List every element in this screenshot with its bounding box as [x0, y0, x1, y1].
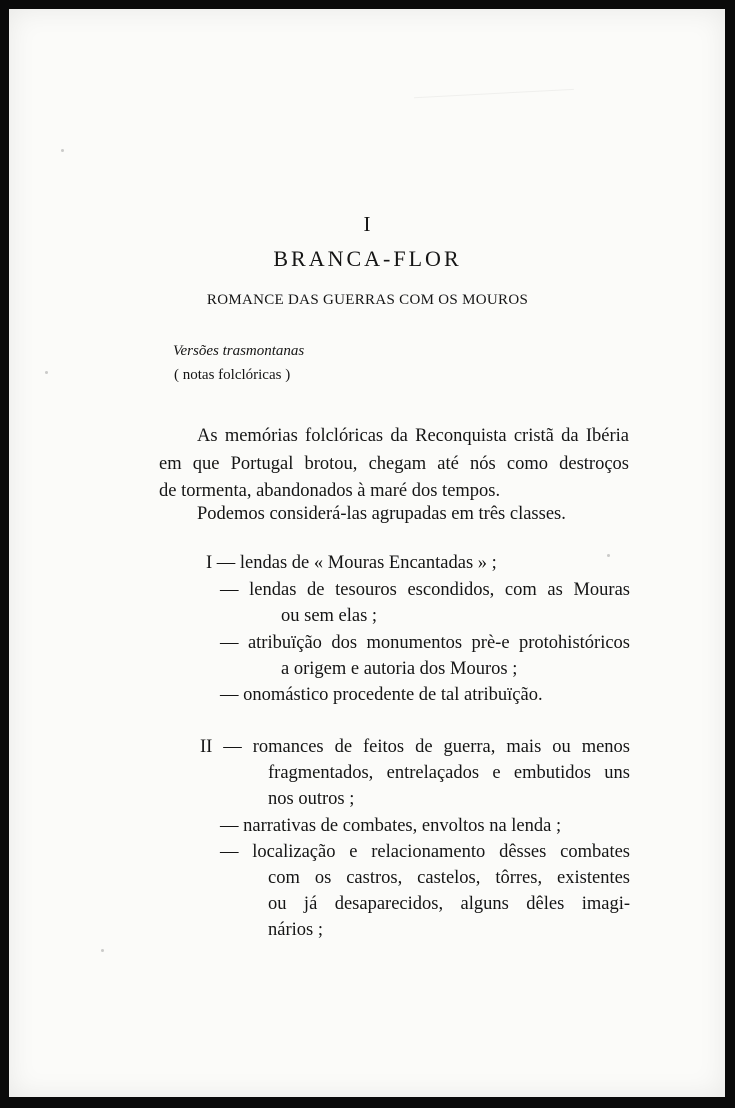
class-two-item: — localização e relacionamento dêsses combates: [220, 842, 630, 862]
paper-speck: [101, 949, 104, 952]
intro-line: de tormenta, abandonados à maré dos tempos.: [159, 481, 501, 501]
chapter-title: BRANCA-FLOR: [273, 246, 462, 271]
class-one-item: — onomástico procedente de tal atribuïção.: [220, 685, 543, 705]
class-one-item: — lendas de tesouros escondidos, com as Mouras: [220, 580, 630, 600]
class-one-item: — atribuïção dos monumentos prè-e protohistóricos: [220, 633, 630, 653]
class-one-item: ou sem elas ;: [281, 606, 378, 626]
chapter-subtitle: ROMANCE DAS GUERRAS COM OS MOUROS: [206, 292, 529, 308]
show-through-mark: [414, 89, 576, 138]
chapter-number: I: [363, 212, 372, 236]
versions-heading: Versões trasmontanas: [173, 343, 305, 359]
classes-sentence: Podemos considerá-las agrupadas em três classes.: [197, 504, 566, 524]
class-two-item: nários ;: [268, 920, 323, 940]
intro-paragraph: [159, 423, 629, 506]
class-two-item: — narrativas de combates, envoltos na lenda ;: [220, 816, 562, 836]
intro-line: As memórias folclóricas da Reconquista cristã da Ibéria: [197, 426, 629, 446]
class-two-item: com os castros, castelos, tôrres, existentes: [268, 868, 630, 888]
notes-heading: ( notas folclóricas ): [174, 367, 291, 383]
intro-line: em que Portugal brotou, chegam até nós como destroços: [159, 453, 629, 474]
paper-speck: [607, 554, 610, 557]
paper-speck: [61, 149, 64, 152]
class-two-item: fragmentados, entrelaçados e embutidos uns: [268, 763, 630, 783]
class-two-item: ou já desaparecidos, alguns dêles imagi-: [268, 894, 630, 914]
class-two-item: II — romances de feitos de guerra, mais ou menos: [200, 737, 630, 757]
paper-speck: [45, 371, 48, 374]
class-two-item: nos outros ;: [268, 789, 355, 809]
class-one-item: a origem e autoria dos Mouros ;: [281, 659, 518, 679]
class-one-item: I — lendas de « Mouras Encantadas » ;: [206, 553, 497, 573]
